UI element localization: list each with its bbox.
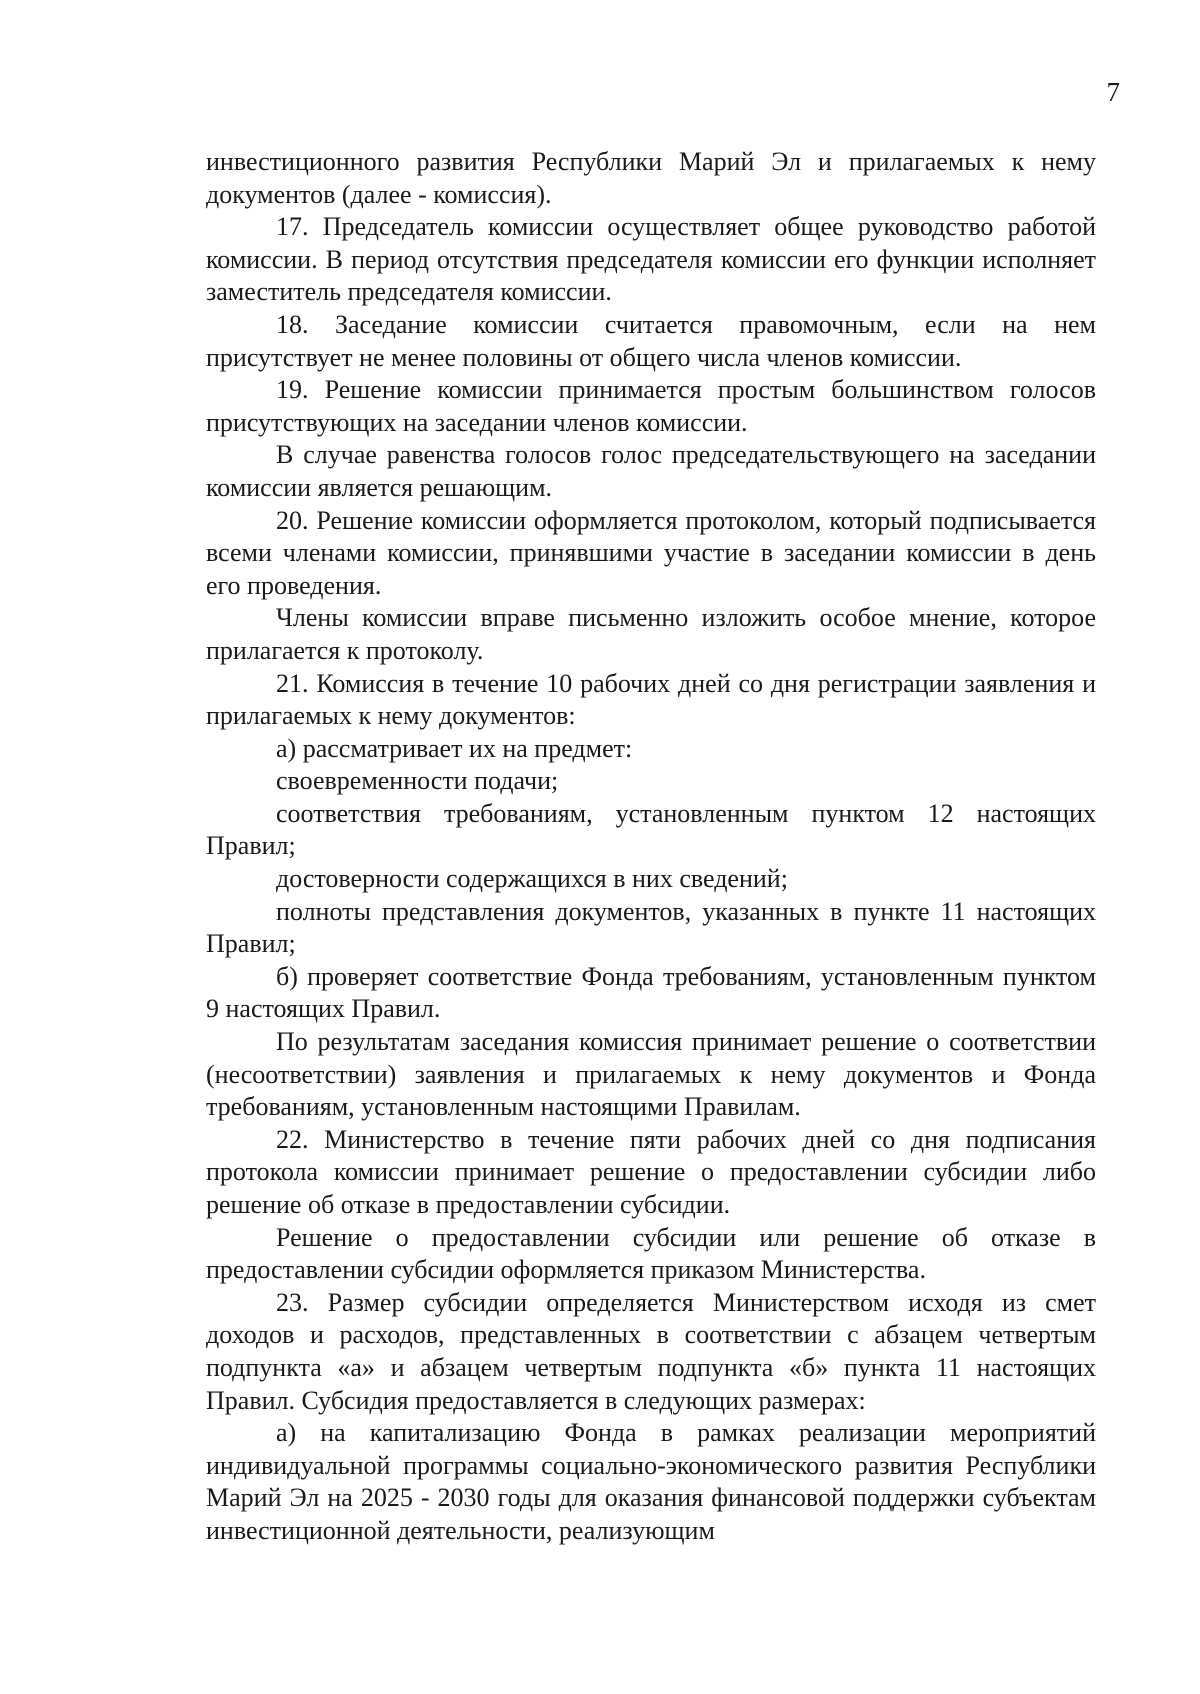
paragraph-item-18: 18. Заседание комиссии считается правомочным, если на нем присутствует не менее половины от общего числа членов комиссии.: [206, 309, 1096, 372]
paragraph-order: Решение о предоставлении субсидии или решение об отказе в предоставлении субсидии оформляется приказом Министерства.: [206, 1222, 1096, 1285]
paragraph-tie-vote: В случае равенства голосов голос председательствующего на заседании комиссии является решающим.: [206, 440, 1096, 502]
paragraph-completeness: полноты представления документов, указанных в пункте 11 настоящих Правил;: [206, 896, 1096, 959]
paragraph-timeliness: своевременности подачи;: [276, 766, 559, 796]
paragraph-reliability: достоверности содержащихся в них сведений;: [276, 864, 788, 894]
paragraph-item-22: 22. Министерство в течение пяти рабочих дней со дня подписания протокола комиссии принимает решение о предоставлении субсидии либо решение об отказе в предоставлении субсидии.: [206, 1124, 1096, 1219]
paragraph-item-17: 17. Председатель комиссии осуществляет общее руководство работой комиссии. В период отсутствия председателя комиссии его функции исполняет заместитель председателя комиссии.: [206, 212, 1096, 307]
paragraph-subitem-b: б) проверяет соответствие Фонда требованиям, установленным пунктом 9 настоящих Правил.: [206, 961, 1096, 1024]
paragraph-item-21: 21. Комиссия в течение 10 рабочих дней со дня регистрации заявления и прилагаемых к нему документов:: [206, 668, 1096, 731]
paragraph-subitem-a-capitalization: а) на капитализацию Фонда в рамках реализации мероприятий индивидуальной программы социально-экономического развития Республики Марий Эл на 2025 - 2030 годы для оказания финансовой поддержки субъектам инвестиционной деятельности, реализующим: [206, 1418, 1096, 1545]
document-body: [206, 146, 1096, 1548]
paragraph-compliance: соответствия требованиям, установленным пунктом 12 настоящих Правил;: [206, 798, 1096, 861]
paragraph-meeting-results: По результатам заседания комиссия принимает решение о соответствии (несоответствии) заявления и прилагаемых к нему документов и Фонда требованиям, установленным настоящими Правилам.: [206, 1027, 1096, 1122]
paragraph-subitem-a: а) рассматривает их на предмет:: [276, 733, 633, 763]
paragraph-item-19: 19. Решение комиссии принимается простым большинством голосов присутствующих на заседании членов комиссии.: [206, 375, 1096, 437]
paragraph-dissent: Члены комиссии вправе письменно изложить особое мнение, которое прилагается к протоколу.: [206, 603, 1096, 665]
paragraph-continuation: инвестиционного развития Республики Марий Эл и прилагаемых к нему документов (далее - комиссия).: [206, 147, 1096, 209]
paragraph-item-20: 20. Решение комиссии оформляется протоколом, который подписывается всеми членами комиссии, принявшими участие в заседании комиссии в день его проведения.: [206, 505, 1096, 600]
paragraph-item-23: 23. Размер субсидии определяется Министерством исходя из смет доходов и расходов, представленных в соответствии с абзацем четвертым подпункта «а» и абзацем четвертым подпункта «б» пункта 11 настоящих Правил. Субсидия предоставляется в следующих размерах:: [206, 1287, 1096, 1415]
page-number: 7: [1106, 77, 1120, 107]
